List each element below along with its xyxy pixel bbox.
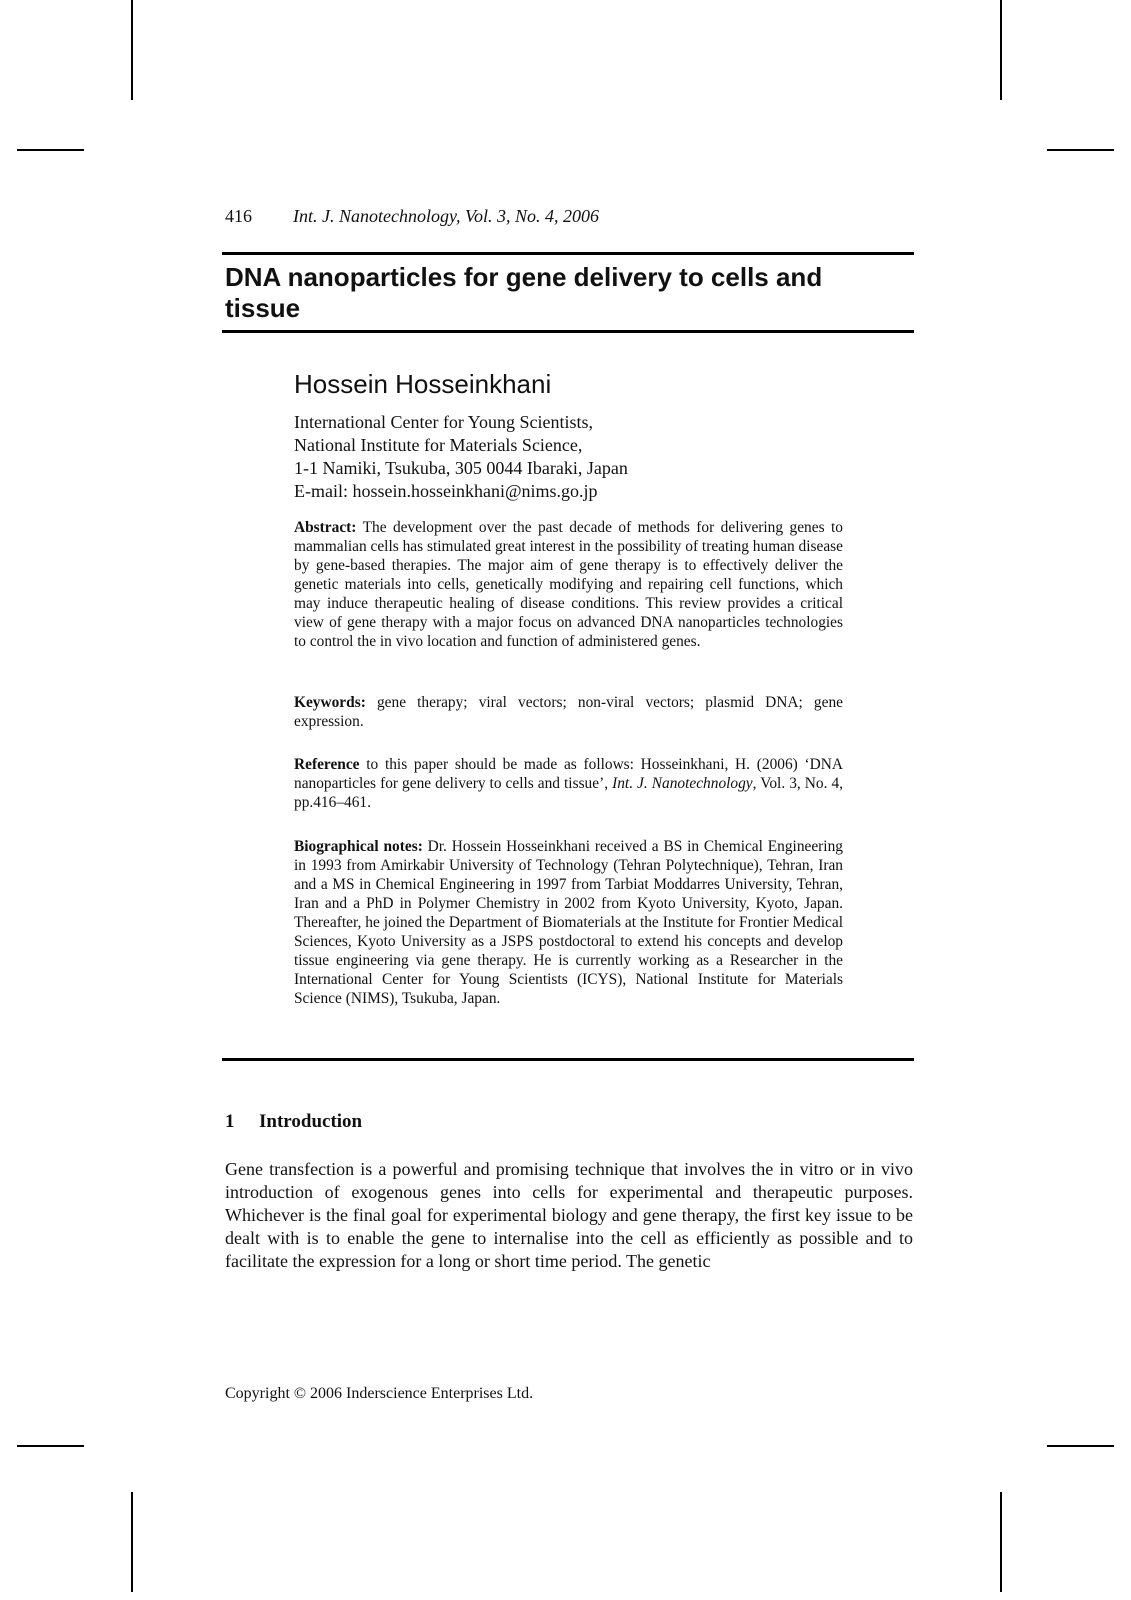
crop-mark: [131, 1492, 133, 1592]
biography-label: Biographical notes:: [294, 838, 423, 855]
keywords-text: gene therapy; viral vectors; non-viral vectors; plasmid DNA; gene expression.: [294, 694, 843, 730]
title-rule: [222, 330, 914, 333]
biography-text: Dr. Hossein Hosseinkhani received a BS in Chemical Engineering in 1993 from Amirkabir University of Technology (Tehran Polytechnique), Tehran, Iran and a MS in Chemical Engineering in 1997 from Tarbiat Moddarres University, Tehran, Iran and a PhD in Polymer Chemistry in 2002 from Kyoto University, Kyoto, Japan. Thereafter, he joined the Department of Biomaterials at the Institute for Frontier Medical Sciences, Kyoto University as a JSPS postdoctoral to extend his concepts and develop tissue engineering via gene therapy. He is currently working as a Researcher in the International Center for Young Scientists (ICYS), National Institute for Materials Science (NIMS), Tsukuba, Japan.: [294, 838, 843, 1007]
paper-title: DNA nanoparticles for gene delivery to cells and tissue: [225, 262, 823, 323]
top-rule: [222, 252, 914, 255]
running-head: [225, 206, 599, 227]
reference-label: Reference: [294, 756, 360, 773]
affiliation-line: International Center for Young Scientists,: [294, 412, 593, 432]
crop-mark: [17, 149, 84, 151]
reference-journal: Int. J. Nanotechnology: [612, 775, 753, 792]
crop-mark: [17, 1445, 84, 1447]
abstract-text: The development over the past decade of methods for delivering genes to mammalian cells has stimulated great interest in the possibility of treating human disease by gene-based therapies. The major aim of gene therapy is to effectively deliver the genetic materials into cells, genetically modifying and repairing cell functions, which may induce therapeutic healing of disease conditions. This review provides a critical view of gene therapy with a major focus on advanced DNA nanoparticles technologies to control the in vivo location and function of administered genes.: [294, 519, 843, 650]
copyright: Copyright © 2006 Inderscience Enterprises Ltd.: [225, 1385, 534, 1402]
biographical-notes: [294, 837, 843, 1008]
email: E-mail: hossein.hosseinkhani@nims.go.jp: [294, 481, 598, 501]
keywords: [294, 693, 843, 731]
section-heading: [225, 1111, 362, 1133]
abstract-label: Abstract:: [294, 519, 357, 536]
reference-text: to this paper should be made as follows: Hosseinkhani, H. (2006) ‘DNA nanoparticles for gene delivery to cells and tissue’,: [294, 756, 843, 792]
author-name: Hossein Hosseinkhani: [294, 369, 552, 399]
journal-citation: Int. J. Nanotechnology, Vol. 3, No. 4, 2006: [293, 206, 599, 226]
affiliation-line: National Institute for Materials Science,: [294, 435, 583, 455]
section-number: 1: [225, 1111, 235, 1132]
abstract: [294, 518, 843, 651]
bottom-rule: [222, 1058, 914, 1061]
crop-mark: [1047, 1445, 1114, 1447]
affiliation: [294, 411, 628, 503]
crop-mark: [1000, 1492, 1002, 1592]
reference: [294, 755, 843, 812]
crop-mark: [1047, 149, 1114, 151]
crop-mark: [1000, 0, 1002, 100]
keywords-label: Keywords:: [294, 694, 366, 711]
affiliation-line: 1-1 Namiki, Tsukuba, 305 0044 Ibaraki, Japan: [294, 458, 628, 478]
page-number: 416: [225, 206, 252, 226]
reference-text-after: , Vol. 3, No. 4, pp.416–461.: [294, 775, 843, 811]
body-paragraph: Gene transfection is a powerful and promising technique that involves the in vitro or in vivo introduction of exogenous genes into cells for experimental and therapeutic purposes. Whichever is the final goal for experimental biology and gene therapy, the first key issue to be dealt with is to enable the gene to internalise into the cell as efficiently as possible and to facilitate the expression for a long or short time period. The genetic: [225, 1159, 913, 1271]
section-title: Introduction: [259, 1111, 363, 1132]
crop-mark: [131, 0, 133, 100]
